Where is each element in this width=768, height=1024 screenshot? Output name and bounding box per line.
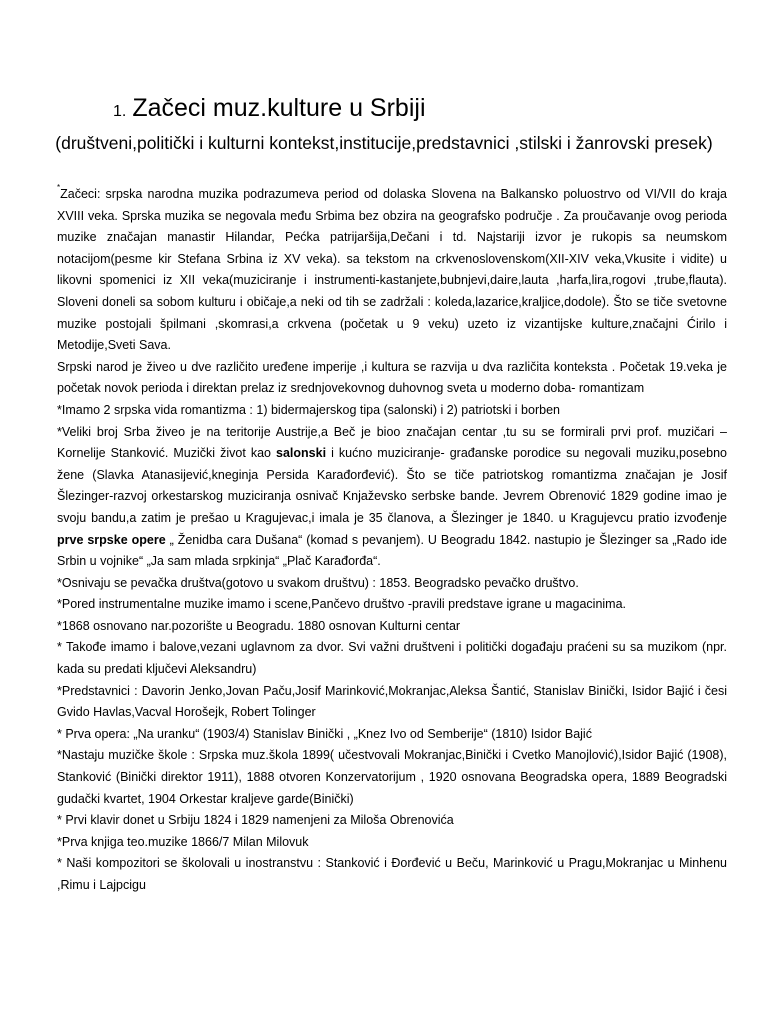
- paragraph-stage: *Pored instrumentalne muzike imamo i scene,Pančevo društvo -pravili predstave igrane u magacinima.: [57, 597, 627, 612]
- paragraph-text: *Veliki broj Srba živeo je na teritorije Austrije,a Beč je bioo značajan centar ,tu su se formirali prvi prof. muzičari –Kornelije Stanković. Muzički život kao: [57, 424, 727, 461]
- paragraph-text: i kućno muziciranje- građanske porodice su negovali muziku,posebno žene (Slavka Atanasijević,kneginja Persida Karađorđević). Što se tiče patriotskog romantizma značajan je Josif Šlezinger-razvoj orkestarskog muziciranja osnivač Knjaževsko serbske bande. Jevrem Obrenović 1829 godine imao je svoju bandu,a zatim je prešao u Kragujevac,i imala je 35 članova, a Šlezinger je 1840. u Kragujevcu pratio izvođenje: [57, 446, 727, 525]
- paragraph-singing-societies: *Osnivaju se pevačka društva(gotovo u svakom društvu) : 1853. Beogradsko pevačko društvo.: [57, 575, 579, 590]
- paragraph-national-theatre: *1868 osnovano nar.pozorište u Beogradu. 1880 osnovan Kulturni centar: [57, 618, 461, 633]
- bold-term-salonski: salonski: [276, 446, 327, 461]
- paragraph-representatives: *Predstavnici : Davorin Jenko,Jovan Paču,Josif Marinković,Mokranjac,Aleksa Šantić, Stanislav Binički, Isidor Bajić i česi Gvido Havlas,Vacval Horošejk, Robert Tolinger: [57, 683, 727, 720]
- paragraph-origins: [57, 184, 727, 357]
- paragraph-balls: * Takođe imamo i balove,vezani uglavnom za dvor. Svi važni društveni i politički događaju praćeni su sa muzikom (npr. kada su predati ključevi Aleksandru): [57, 640, 727, 677]
- paragraph-austria-serbs: [57, 422, 727, 573]
- heading-number: 1.: [113, 103, 127, 120]
- paragraph-theory-book: *Prva knjiga teo.muzike 1866/7 Milan Milovuk: [57, 834, 309, 849]
- page-heading: [113, 94, 426, 123]
- paragraph-first-opera: * Prva opera: „Na uranku“ (1903/4) Stanislav Binički , „Knez Ivo od Semberije“ (1810) Isidor Bajić: [57, 726, 592, 741]
- bold-term-first-opera: prve srpske opere: [57, 532, 166, 547]
- paragraph-first-piano: * Prvi klavir donet u Srbiju 1824 i 1829 namenjeni za Miloša Obrenovića: [57, 813, 454, 828]
- page-subtitle: (društveni,politički i kulturni kontekst,institucije,predstavnici ,stilski i žanrovski presek): [55, 133, 713, 153]
- paragraph-romanticism-types: *Imamo 2 srpska vida romantizma : 1) bidermajerskog tipa (salonski) i 2) patriotski i borben: [57, 402, 560, 417]
- page-title: Začeci muz.kulture u Srbiji: [132, 94, 426, 122]
- paragraph-composers-abroad: * Naši kompozitori se školovali u inostranstvu : Stanković i Đorđević u Beču, Marinković u Pragu,Mokranjac u Minhenu ,Rimu i Lajpcigu: [57, 856, 727, 892]
- paragraph-text: Začeci: srpska narodna muzika podrazumeva period od dolaska Slovena na Balkansko poluostrvo od VI/VII do kraja XVIII veka. Sprska muzika se negovala među Srbima bez obzira na geografsko područje . Za proučavanje ovog perioda muzike značajan manastir Hilandar, Pećka patrijaršija,Dečani i td. Najstariji izvor je rukopis sa neumskom notacijom(pesme kir Stefana Srbina iz XV veka). sa tekstom na crkvenoslovenskom(XII-XIV veka,Vkusite i vidite) u likovni spomenici iz XII veka(muziciranje i instrumenti-kastanjete,bubnjevi,daire,lauta ,harfa,lira,rogovi ,trube,flauta). Sloveni doneli sa sobom kulturu i običaje,a neki od tih se zadržali : koleda,lazarice,kraljice,dodole). Što se tiče svetovne muzike postojali špilmani ,skomrasi,a crkvena (početak u 9 veku) uzeto iz vizantijske kulture,značajni Ćirilo i Metodije,Sveti Sava.: [57, 187, 727, 353]
- paragraph-two-empires: Srpski narod je živeo u dve različito uređene imperije ,i kultura se razvija u dva različita konteksta . Početak 19.veka je početak novok perioda i direktan prelaz iz srednjovekovnog duhovnog sveta u moderno doba- romantizam: [57, 359, 727, 396]
- footnote-star: *: [57, 183, 61, 192]
- paragraph-music-schools: *Nastaju muzičke škole : Srpska muz.škola 1899( učestvovali Mokranjac,Binički i Cvetko Manojlović),Isidor Bajić (1908), Stanković (Binički direktor 1911), 1888 otvoren Konzervatorijum , 1920 osnovana Beogradska opera, 1889 Beogradski gudački kvartet, 1904 Orkestar kraljeve garde(Binički): [57, 748, 727, 806]
- document-body: [57, 184, 727, 897]
- paragraph-text: „ Ženidba cara Dušana“ (komad s pevanjem). U Beogradu 1842. nastupio je Šlezinger sa „Rado ide Srbin u vojnike“ „Ja sam mlada srpkinja“ „Plač Karađorđa“.: [57, 532, 728, 569]
